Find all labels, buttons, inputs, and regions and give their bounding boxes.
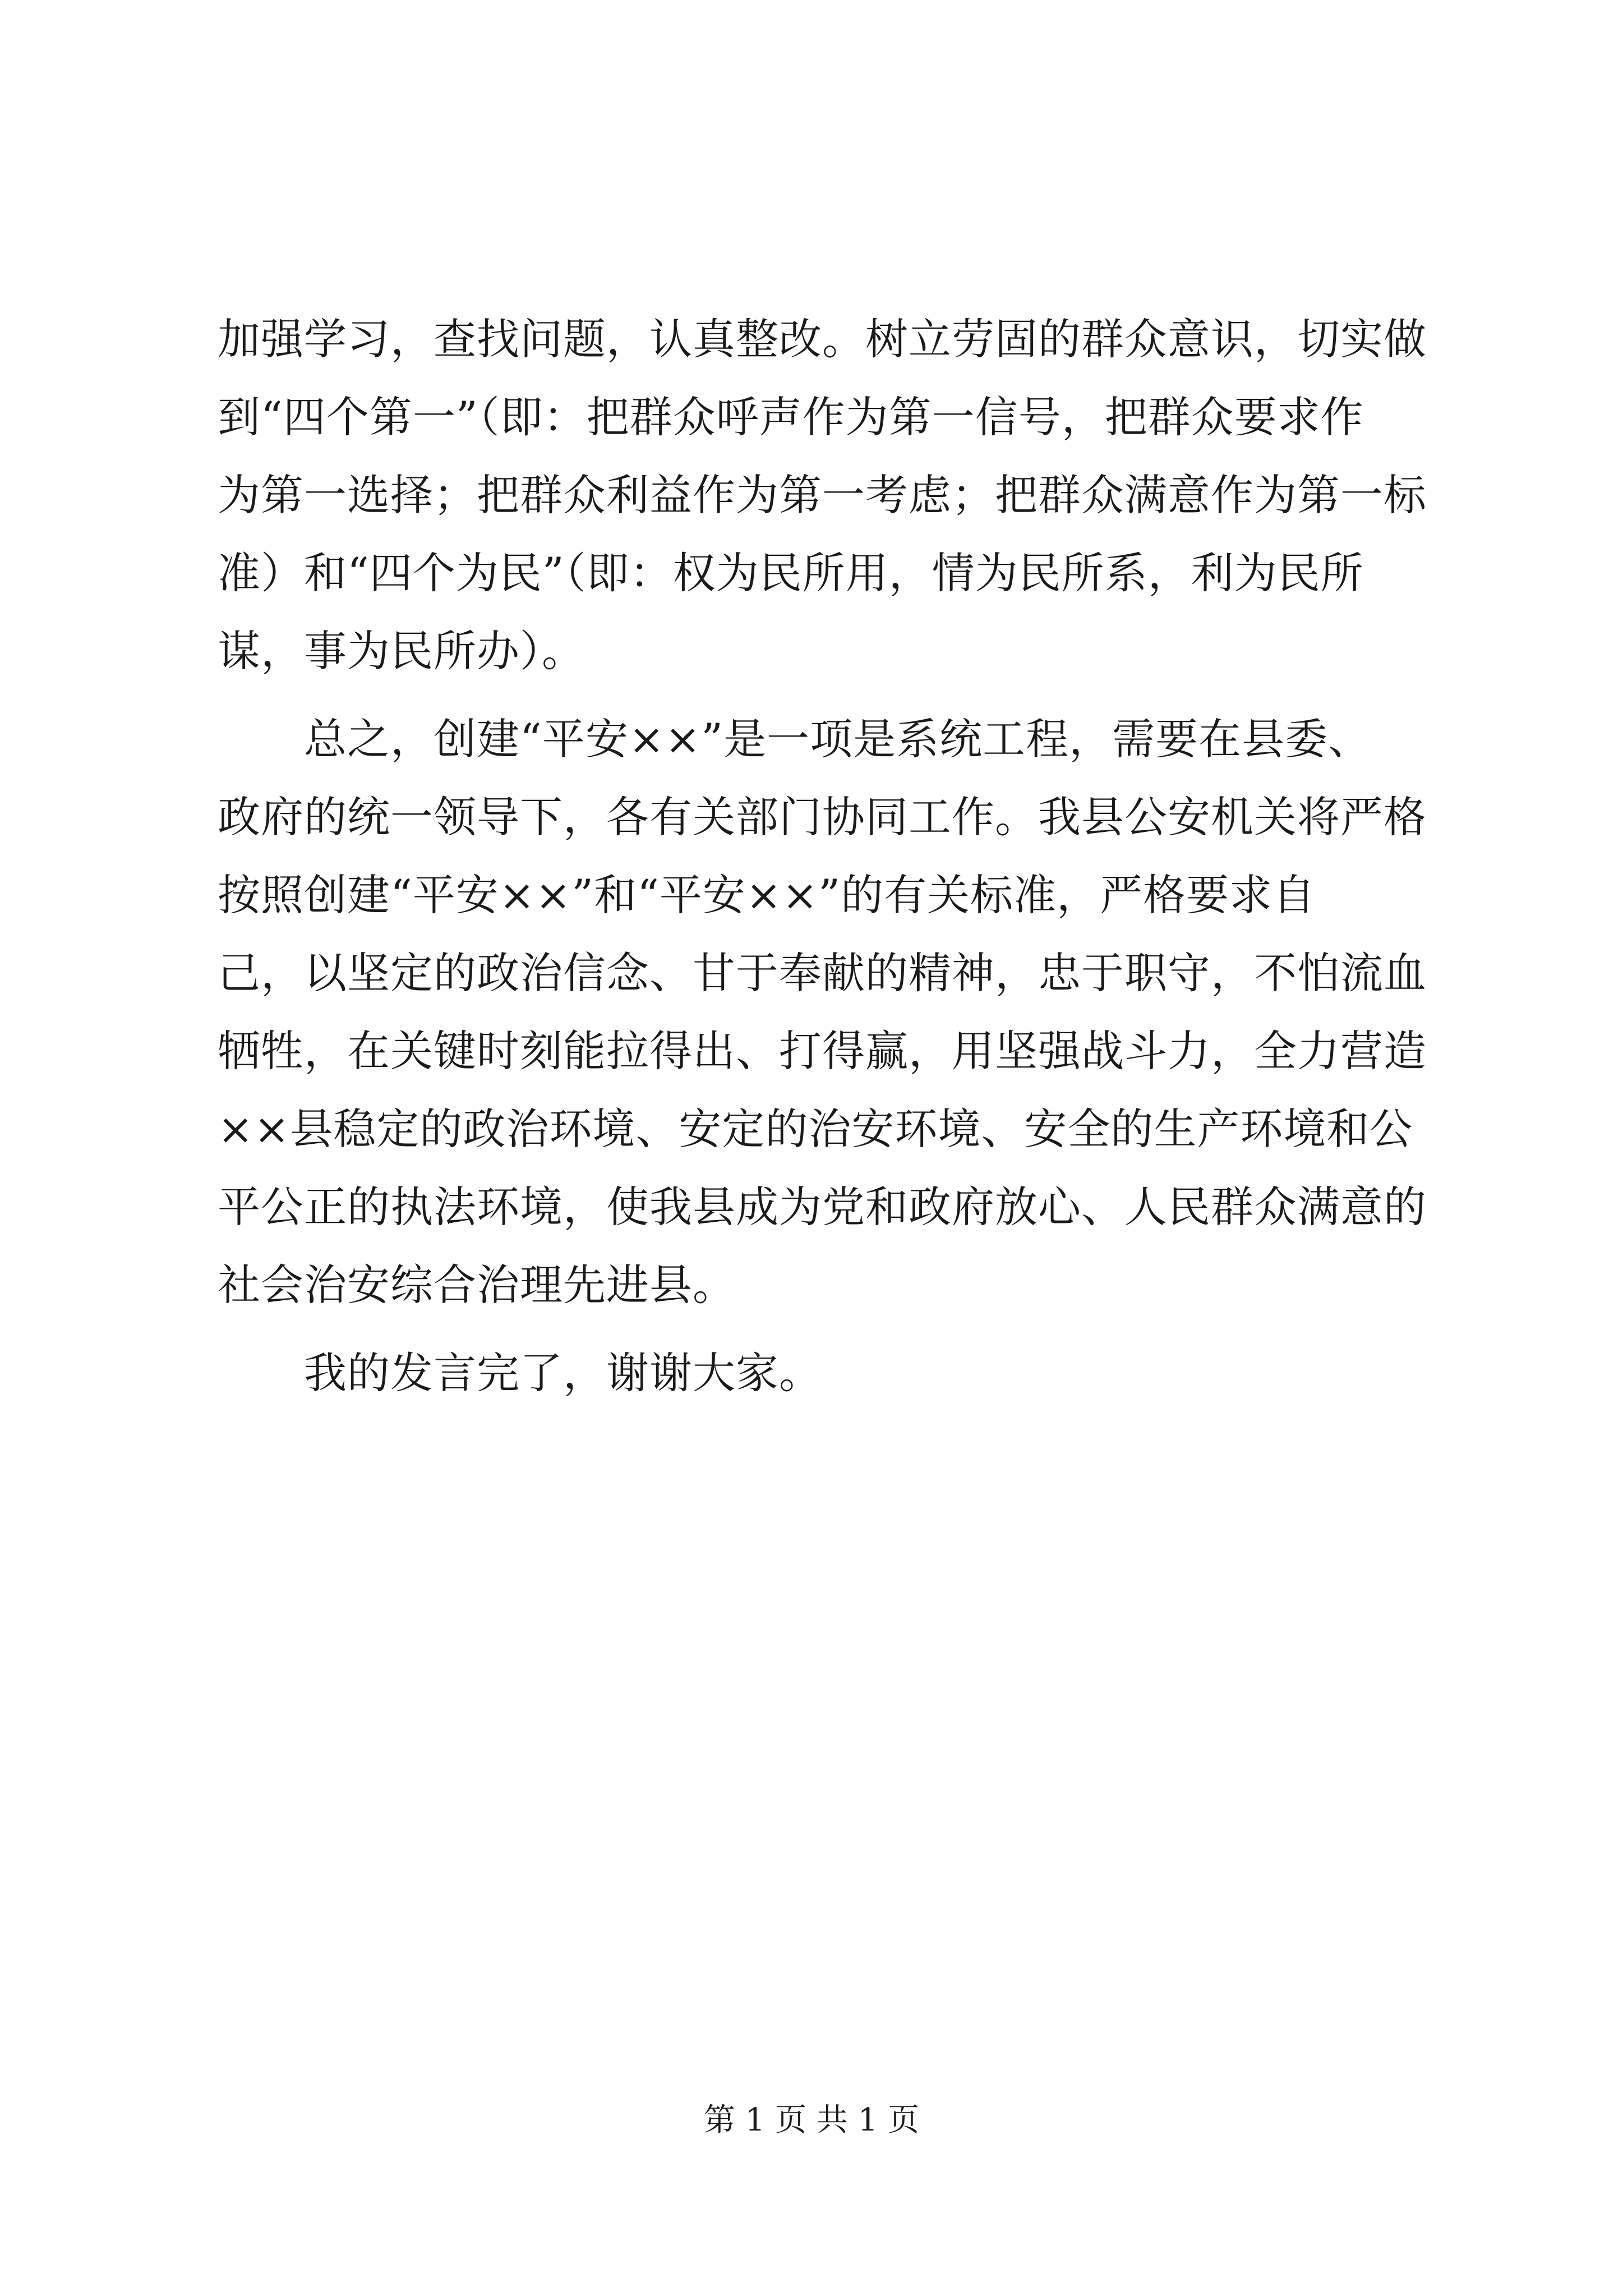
text-line: 己，以坚定的政治信念、甘于奉献的精神，忠于职守，不怕流血 (218, 948, 1427, 998)
text-line: 牺牲，在关键时刻能拉得出、打得赢，用坚强战斗力，全力营造 (218, 1026, 1427, 1076)
text-line: 到“四个第一”（即：把群众呼声作为第一信号，把群众要求作 (218, 392, 1364, 442)
text-line: 谋，事为民所办）。 (218, 626, 585, 676)
text-line: 我的发言完了，谢谢大家。 (218, 1348, 822, 1398)
paragraph (218, 1334, 1423, 1412)
text-line: 按照创建“平安××”和“平安××”的有关标准，严格要求自 (218, 870, 1316, 920)
paragraph-spacing (218, 1324, 1423, 1334)
document-body (218, 300, 1427, 1412)
text-line: 准）和“四个为民”（即：权为民所用，情为民所系，利为民所 (218, 548, 1364, 598)
text-line: ××县稳定的政治环境、安定的治安环境、安全的生产环境和公 (218, 1104, 1413, 1154)
page-footer (0, 2101, 1623, 2140)
paragraph-spacing (218, 690, 1423, 700)
text-line: 为第一选择；把群众利益作为第一考虑；把群众满意作为第一标 (218, 470, 1427, 520)
paragraph (218, 700, 1427, 1324)
text-line: 加强学习，查找问题，认真整改。树立劳固的群众意识，切实做 (218, 314, 1427, 364)
paragraph (218, 300, 1427, 690)
text-line: 社会治安综合治理先进县。 (218, 1260, 736, 1310)
text-line: 总之，创建“平安××”是一项是系统工程，需要在县委、 (218, 714, 1372, 764)
text-line: 平公正的执法环境，使我县成为党和政府放心、人民群众满意的 (218, 1182, 1427, 1232)
page-number: 第 1 页 共 1 页 (703, 2102, 920, 2138)
text-line: 政府的统一领导下，各有关部门协同工作。我县公安机关将严格 (218, 792, 1427, 842)
